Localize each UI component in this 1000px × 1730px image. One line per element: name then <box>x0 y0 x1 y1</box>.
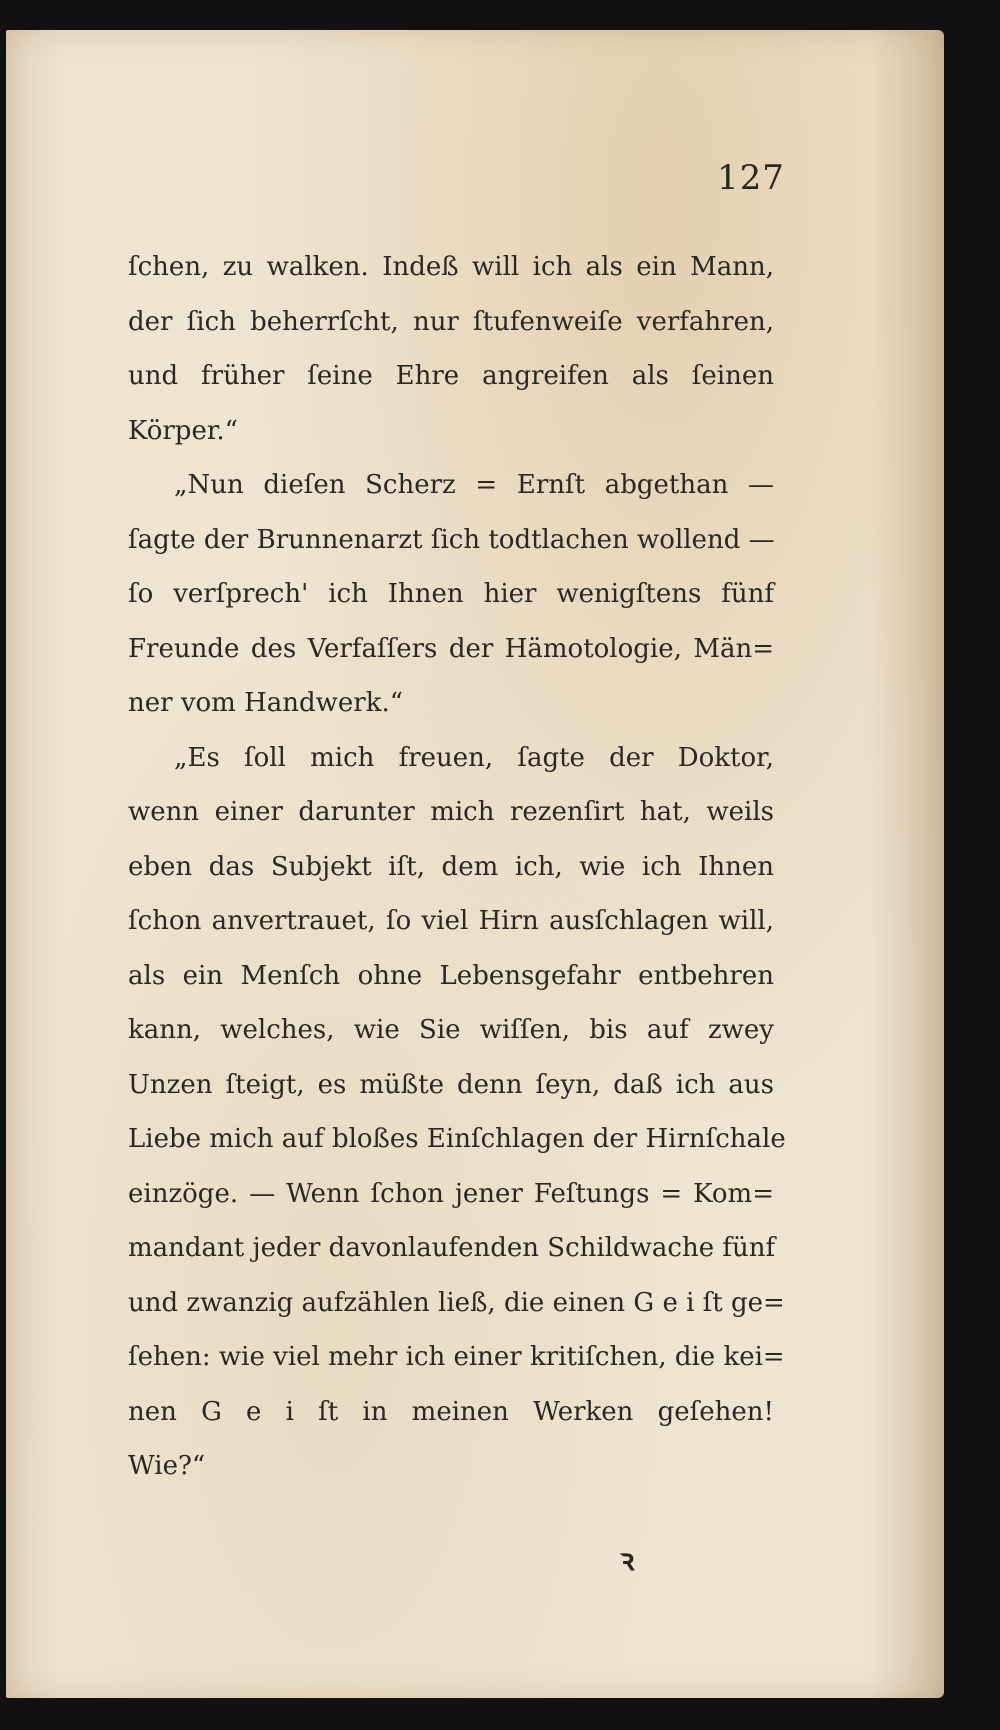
text-line: ſehen: wie viel mehr ich einer kritiſchen, die kei= <box>128 1342 785 1372</box>
text-line: der ſich beherrſcht, nur ſtufenweiſe verfahren, <box>128 306 774 337</box>
text-line: „Es ſoll mich freuen, ſagte der Doktor, <box>174 742 774 773</box>
text-line: ſagte der Brunnenarzt ſich todtlachen wollend — <box>128 524 775 555</box>
text-line: Freunde des Verfaſſers der Hämotologie, Män= <box>128 633 774 664</box>
text-line: kann, welches, wie Sie wiſſen, bis auf zwey <box>128 1015 774 1045</box>
text-line: Unzen ſteigt, es müßte denn ſeyn, daß ich aus <box>128 1069 774 1100</box>
text-line: ner vom Handwerk.“ <box>128 688 404 718</box>
page-number: 127 <box>717 158 785 198</box>
text-line: Wie?“ <box>128 1451 206 1481</box>
book-page <box>6 30 944 1698</box>
text-line: ſo verſprech' ich Ihnen hier wenigſtens fünf <box>128 579 774 609</box>
text-line: nen G e i ſt in meinen Werken geſehen! <box>128 1396 774 1427</box>
text-line: Körper.“ <box>128 415 238 446</box>
text-line: Liebe mich auf bloßes Einſchlagen der Hirnſchale <box>128 1124 786 1154</box>
text-line: einzöge. — Wenn ſchon jener Feſtungs = Kom= <box>128 1178 774 1209</box>
text-line: wenn einer darunter mich rezenſirt hat, weils <box>128 797 774 827</box>
text-line: als ein Menſch ohne Lebensgefahr entbehren <box>128 960 774 991</box>
text-line: und früher ſeine Ehre angreifen als ſeinen <box>128 361 774 391</box>
text-line: und zwanzig aufzählen ließ, die einen G e i ſt ge= <box>128 1287 785 1318</box>
text-line: „Nun dieſen Scherz = Ernſt abgethan — <box>174 470 774 500</box>
text-line: ſchen, zu walken. Indeß will ich als ein Mann, <box>128 252 774 282</box>
catchword-mark: ꝛ <box>620 1543 635 1578</box>
text-line: ſchon anvertrauet, ſo viel Hirn ausſchlagen will, <box>128 906 774 936</box>
text-line: eben das Subjekt iſt, dem ich, wie ich Ihnen <box>128 851 774 882</box>
body-text <box>128 240 786 1494</box>
text-line: mandant jeder davonlaufenden Schildwache fünf <box>128 1233 776 1263</box>
